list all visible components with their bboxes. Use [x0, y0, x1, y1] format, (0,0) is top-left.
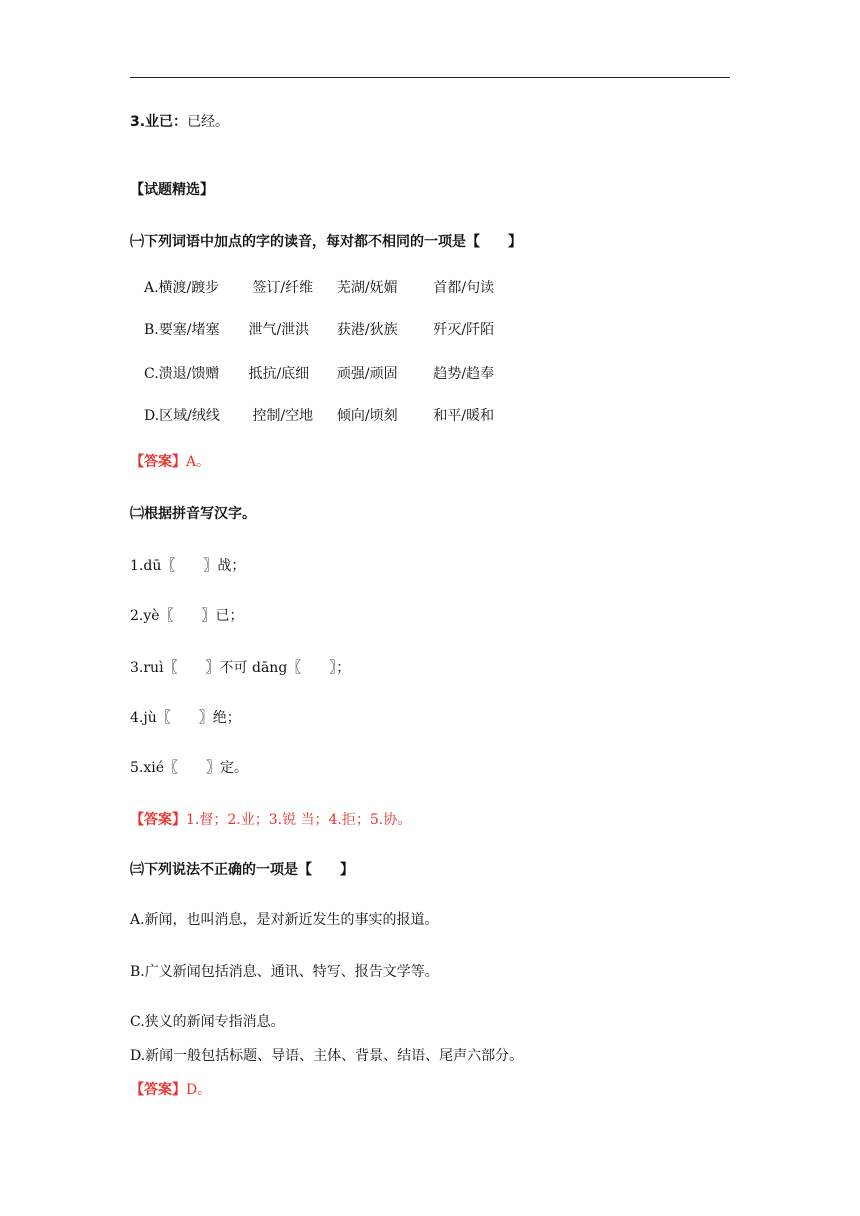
q1-option-b	[144, 320, 494, 340]
q2-title: ㈡根据拼音写汉字。	[130, 506, 256, 522]
intro-label: 3.业已：	[130, 114, 188, 130]
header-rule	[130, 77, 730, 78]
q3-item-b: B.广义新闻包括消息、通讯、特写、报告文学等。	[130, 964, 439, 980]
q1-option-b-pair3: 获港/狄族	[336, 322, 398, 338]
q2-answer-label: 【答案】	[130, 812, 186, 828]
intro-line	[130, 112, 229, 132]
q1-answer	[130, 452, 210, 472]
q1-title: ㈠下列词语中加点的字的读音，每对都不相同的一项是【 】	[130, 234, 522, 250]
q3-title: ㈢下列说法不正确的一项是【 】	[130, 862, 354, 878]
q3-answer	[130, 1080, 211, 1100]
q2-item-4: 4.jù〖 〗绝；	[130, 710, 241, 726]
section-title: 【试题精选】	[130, 182, 214, 198]
q1-option-a-pair3: 芜湖/妩媚	[336, 280, 398, 296]
q1-option-b-pair4: 歼灭/阡陌	[433, 322, 495, 338]
q1-option-d-pair2: 控制/空地	[252, 408, 314, 424]
q1-option-b-pair2: 泄气/泄洪	[248, 322, 310, 338]
q2-item-3: 3.ruì〖 〗不可 dāng〖 〗；	[130, 660, 351, 676]
q2-item-1: 1.dū〖 〗战；	[130, 558, 246, 574]
q2-answer	[130, 810, 411, 830]
q3-item-c: C.狭义的新闻专指消息。	[130, 1014, 285, 1030]
q1-option-a	[144, 278, 494, 298]
q1-option-a-pair4: 首都/句读	[433, 280, 495, 296]
q2-item-2: 2.yè〖 〗已；	[130, 608, 244, 624]
q3-item-a: A.新闻，也叫消息，是对新近发生的事实的报道。	[130, 912, 439, 928]
q1-answer-text: A。	[186, 454, 211, 470]
q1-option-c-pair3: 顽强/顽固	[336, 366, 398, 382]
q1-option-a-pair2: 签订/纤维	[252, 280, 314, 296]
q1-option-d-pair4: 和平/暖和	[433, 408, 495, 424]
q1-option-b-pair1: B.要塞/堵塞	[144, 322, 220, 338]
intro-text: 已经。	[187, 114, 230, 130]
q1-option-a-pair1: A.横渡/踱步	[144, 280, 220, 296]
q1-option-c-pair4: 趋势/趋奉	[433, 366, 495, 382]
q3-item-d: D.新闻一般包括标题、导语、主体、背景、结语、尾声六部分。	[130, 1048, 524, 1064]
q1-option-d-pair1: D.区域/绒线	[144, 408, 220, 424]
q3-answer-label: 【答案】	[130, 1082, 186, 1098]
q1-answer-label: 【答案】	[130, 454, 186, 470]
q1-option-d-pair3: 倾向/顷刻	[336, 408, 398, 424]
q1-option-c-pair2: 抵抗/底细	[248, 366, 310, 382]
q2-answer-text: 1.督；2.业；3.锐 当；4.拒；5.协。	[186, 812, 412, 828]
q1-option-c-pair1: C.溃退/馈赠	[144, 366, 220, 382]
q1-option-c	[144, 364, 494, 384]
q3-answer-text: D。	[186, 1082, 212, 1098]
q2-item-5: 5.xié〖 〗定。	[130, 760, 249, 776]
q1-option-d	[144, 406, 494, 426]
